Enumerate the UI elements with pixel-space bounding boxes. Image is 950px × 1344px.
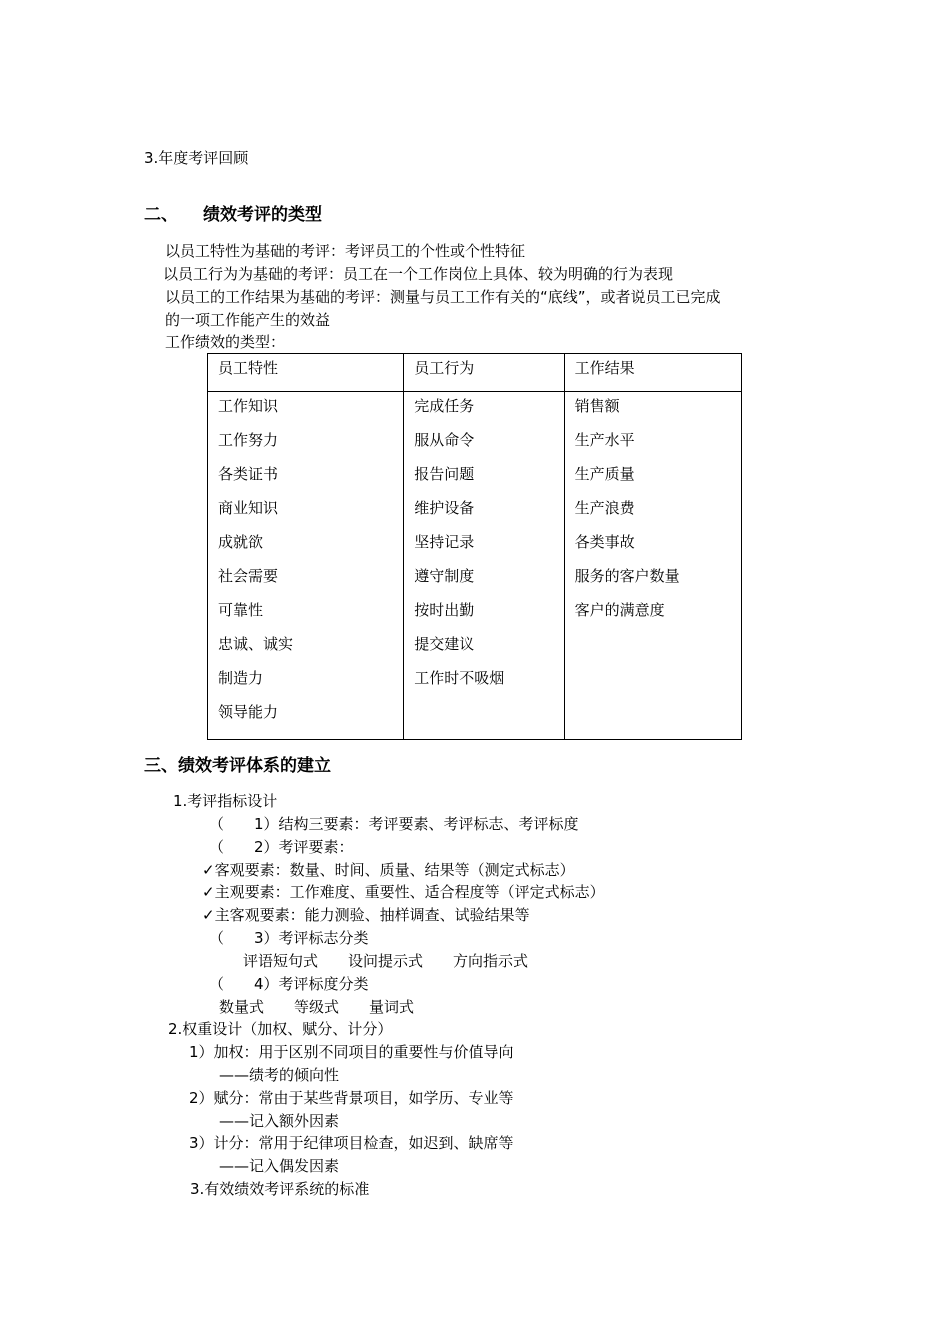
- section-heading-text: 绩效考评的类型: [203, 205, 322, 225]
- table-caption: 工作绩效的类型：: [165, 333, 286, 351]
- list-item-mark-types: （ 3）考评标志分类: [209, 929, 369, 947]
- list-item-indicator-design: 1.考评指标设计: [173, 792, 278, 810]
- table-row: [208, 392, 742, 740]
- list-item: 可靠性: [218, 601, 264, 619]
- list-item: 生产水平: [574, 431, 635, 449]
- list-item: 社会需要: [218, 567, 279, 585]
- column-header: 员工行为: [404, 354, 564, 392]
- list-item: 客户的满意度: [574, 601, 665, 619]
- paragraph-result-based-line1: 以员工的工作结果为基础的考评：测量与员工工作有关的“底线”，或者说员工已完成: [165, 288, 721, 306]
- list-item-standards: 3.有效绩效考评系统的标准: [190, 1180, 370, 1198]
- note-scoring: ——记入额外因素: [219, 1112, 340, 1130]
- list-item: 各类事故: [574, 533, 635, 551]
- check-item-mixed: ✓主客观要素：能力测验、抽样调查、试验结果等: [202, 906, 530, 924]
- column-header: 工作结果: [564, 354, 741, 392]
- list-item: 忠诚、诚实: [218, 635, 294, 653]
- list-item: 各类证书: [218, 465, 279, 483]
- list-item: 坚持记录: [414, 533, 475, 551]
- paragraph-trait-based: 以员工特性为基础的考评：考评员工的个性或个性特征: [165, 242, 526, 260]
- note-counting: ——记入偶发因素: [219, 1157, 340, 1175]
- table-cell-traits: [208, 392, 404, 740]
- list-item: 报告问题: [414, 465, 475, 483]
- list-item: 商业知识: [218, 499, 279, 517]
- list-item: 销售额: [574, 397, 620, 415]
- section-heading-3: 三、绩效考评体系的建立: [144, 756, 331, 776]
- check-item-subjective: ✓主观要素：工作难度、重要性、适合程度等（评定式标志）: [202, 883, 605, 901]
- list-item: 成就欲: [218, 533, 264, 551]
- section-heading-number: 二、: [144, 205, 178, 225]
- list-item: 工作知识: [218, 397, 279, 415]
- list-item-elements: （ 2）考评要素：: [209, 838, 354, 856]
- list-item: 制造力: [218, 669, 264, 687]
- paragraph-behavior-based: 以员工行为为基础的考评：员工在一个工作岗位上具体、较为明确的行为表现: [163, 265, 674, 283]
- table-cell-results: [564, 392, 741, 740]
- list-item: 完成任务: [414, 397, 475, 415]
- list-item: 服从命令: [414, 431, 475, 449]
- mark-types-values: 评语短句式 设问提示式 方向指示式: [243, 952, 529, 970]
- paragraph-result-based-line2: 的一项工作能产生的效益: [165, 311, 331, 329]
- table-header-row: [208, 354, 742, 392]
- column-header: 员工特性: [208, 354, 404, 392]
- list-item: 遵守制度: [414, 567, 475, 585]
- list-item-scoring: 2）赋分：常由于某些背景项目，如学历、专业等: [189, 1089, 514, 1107]
- table-cell-behaviors: [404, 392, 564, 740]
- performance-types-table: [207, 353, 742, 740]
- list-item: 维护设备: [414, 499, 475, 517]
- list-item: 工作时不吸烟: [414, 669, 505, 687]
- list-item: 提交建议: [414, 635, 475, 653]
- section-heading-2: [144, 203, 322, 227]
- list-item-weight-design: 2.权重设计（加权、赋分、计分）: [168, 1020, 393, 1038]
- list-item: 按时出勤: [414, 601, 475, 619]
- list-item: 服务的客户数量: [574, 567, 680, 585]
- list-item: 生产浪费: [574, 499, 635, 517]
- list-item-structure: （ 1）结构三要素：考评要素、考评标志、考评标度: [209, 815, 579, 833]
- list-item-weighting: 1）加权：用于区别不同项目的重要性与价值导向: [189, 1043, 514, 1061]
- note-weighting: ——绩考的倾向性: [219, 1066, 340, 1084]
- list-item: 工作努力: [218, 431, 279, 449]
- list-item: 领导能力: [218, 703, 279, 721]
- list-item-annual-review: 3.年度考评回顾: [144, 149, 249, 167]
- scale-types-values: 数量式 等级式 量词式: [219, 998, 415, 1016]
- list-item-counting: 3）计分：常用于纪律项目检查，如迟到、缺席等: [189, 1134, 514, 1152]
- list-item-scale-types: （ 4）考评标度分类: [209, 975, 369, 993]
- list-item: 生产质量: [574, 465, 635, 483]
- check-item-objective: ✓客观要素：数量、时间、质量、结果等（测定式标志）: [202, 861, 575, 879]
